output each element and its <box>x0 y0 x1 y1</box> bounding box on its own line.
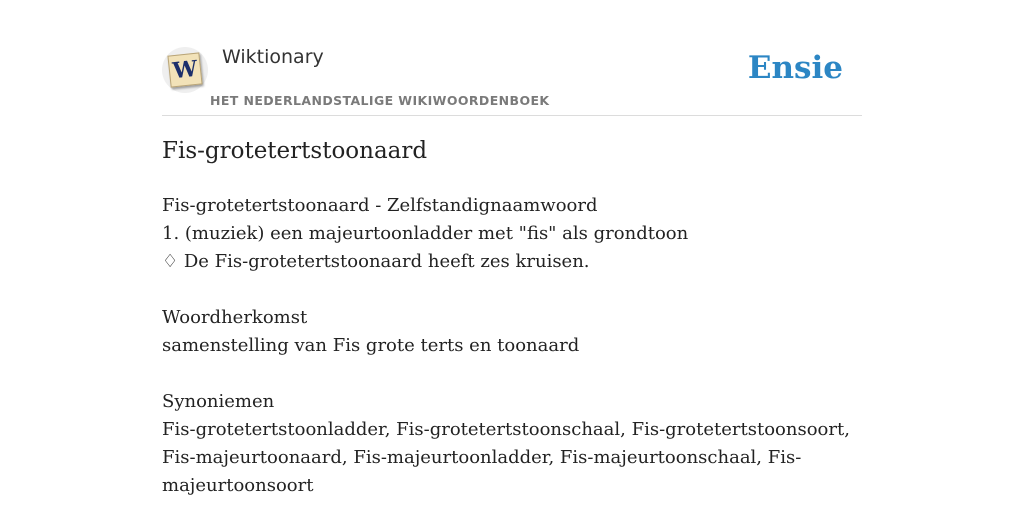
site-tagline: HET NEDERLANDSTALIGE WIKIWOORDENBOEK <box>210 93 550 108</box>
entry-example: ♢ De Fis-grotetertstoonaard heeft zes kruisen. <box>162 251 590 272</box>
site-name[interactable]: Wiktionary <box>222 46 324 68</box>
entry-heading: Fis-grotetertstoonaard - Zelfstandignaamwoord <box>162 195 598 216</box>
ensie-brand-link[interactable]: Ensie <box>747 50 843 86</box>
etymology-heading: Woordherkomst <box>162 307 308 328</box>
spacer <box>162 276 862 304</box>
synonyms-heading: Synoniemen <box>162 391 275 412</box>
etymology-text: samenstelling van Fis grote terts en toonaard <box>162 335 580 356</box>
entry-definition: 1. (muziek) een majeurtoonladder met "fis" als grondtoon <box>162 223 689 244</box>
wiktionary-logo-icon: W <box>167 52 202 87</box>
spacer <box>162 360 862 388</box>
site-header <box>162 0 862 116</box>
synonyms-text: Fis-grotetertstoonladder, Fis-grotetertstoonschaal, Fis-grotetertstoonsoort, Fis-majeurtoonaard, Fis-majeurtoonladder, Fis-majeurtoonschaal, Fis-majeurtoonsoort <box>162 419 850 496</box>
wiktionary-logo[interactable] <box>162 47 208 93</box>
entry-content <box>162 192 862 500</box>
page-container <box>162 0 862 496</box>
page-title: Fis-grotetertstoonaard <box>162 138 428 164</box>
